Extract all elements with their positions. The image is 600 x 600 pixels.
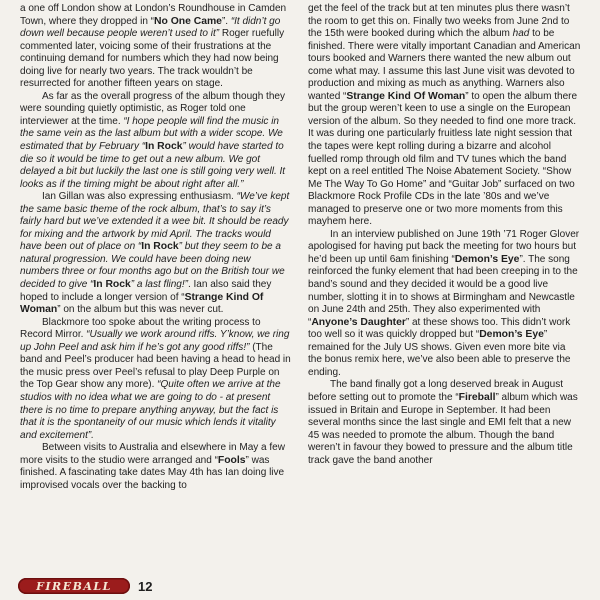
paragraph xyxy=(20,91,292,191)
text-run: ” on the album but this was never cut. xyxy=(57,304,224,316)
fireball-logo-text: FIREBALL xyxy=(36,579,112,593)
bold-title: Demon’s Eye xyxy=(479,329,544,341)
text-run: (The band and Peel’s producer had been having a head to head in the music press over Peel’s refusal to play Deep Purple on the Top Gear show any more). xyxy=(20,341,291,391)
italic-quote: “Quite often we arrive at the studios with no idea what we are going to do - at present there is no time to prepare anything anyway, but the fact is that it is the spontaneity of our music which lends it vitality and excitement”. xyxy=(20,379,281,441)
text-run: ” was finished. A fascinating take dates May 4th has Ian doing live improvised vocals over the backing to xyxy=(20,454,285,491)
bold-title: Fools xyxy=(217,454,246,466)
italic-quote: “Usually we work around riffs. Y’know, we ring up John Peel and ask him if he’s got any good riffs!” xyxy=(20,329,290,353)
bold-title: No One Came xyxy=(154,15,222,27)
text-run: As far as the overall progress of the album though they were sounding quietly optimistic, as Roger told one interviewer at the time. xyxy=(20,90,285,127)
text-run: Roger ruefully commented later, voicing some of their frustrations at the continuing demand for numbers which they had now being doing live for nearly two years. The track wouldn’t be resurrected for another fifteen years on stage. xyxy=(20,28,285,90)
bold-title: In Rock xyxy=(145,141,183,153)
text-run: ” to open the album there but the group weren’t keen to use a single on the European version of the album. So they needed to find one more track. It was during one particularly fruitless late night session that the tapes were kept rolling during a bizarre and alcohol fuelled romp through old film and TV tunes which the band kept on a reel entitled The Noise Abatement Society. “Show Me The Way To Go Home” and “Guitar Job” surfaced on two Blackmore Rock Profile CDs in the late ’80s and we’ve managed to preserve one or two more moments from this mayhem here. xyxy=(308,90,578,228)
paragraph xyxy=(20,191,292,316)
text-run: The band finally got a long deserved break in August before setting out to promote the “ xyxy=(308,379,563,403)
text-run: In an interview published on June 19th ’71 Roger Glover apologised for having put back the meeting for two hours but he’d been up until 6am finishing “ xyxy=(308,228,580,265)
text-run: ” album which was issued in Britain and Europe in September. It had been several months since the last single and EMI felt that a new 45 was needed to promote the album. Though the band weren’t in favour they bowed to pressure and the album title track gave the band another xyxy=(308,391,578,466)
paragraph xyxy=(20,442,292,492)
bold-title: Strange Kind Of Woman xyxy=(346,90,466,102)
paragraph xyxy=(308,229,582,380)
italic-quote: “We’ve kept the same basic theme of the rock album, that’s to say it’s fairly hard but we’ve extended it a wee bit. It should be ready for mixing and the artwork by mid April. The tracks would have been out of place on “ xyxy=(20,191,290,253)
text-run: ”. The song reinforced the funky element that had been creeping in to the band’s sound and they decided it would be a good live number, slotting it in to shows at Birmingham and Newcastle on June 24th and 25th. They also experimented with “ xyxy=(308,253,578,328)
text-run: ” remained for the July US shows. Given even more bite via the bonus remix here, we’ve also been able to preserve the ending. xyxy=(308,329,571,378)
fireball-logo xyxy=(18,578,130,594)
bold-title: In Rock xyxy=(93,279,131,291)
text-run: to be finished. There were vitally important Canadian and American tours booked and Warners there wanted the new album out come what may. I assume this last June visit was devoted to production and mixing as much as anything. Warners also wanted “ xyxy=(308,28,581,102)
paragraph xyxy=(308,379,582,467)
text-run: Between visits to Australia and elsewhere in May a few more visits to the studio were arranged and “ xyxy=(20,442,285,466)
italic-quote: “I hope people will find the music in the same vein as the last album but with a wider scope. We estimated that by February “ xyxy=(20,115,283,153)
text-run: ”. xyxy=(221,15,231,27)
text-run: ” at these shows too. This didn’t work too well so it was quickly dropped but “ xyxy=(308,316,571,341)
bold-title: Demon’s Eye xyxy=(454,253,520,265)
paragraph xyxy=(20,3,292,91)
right-text-column xyxy=(308,3,582,591)
text-run: Ian Gillan was also expressing enthusiasm. xyxy=(42,191,237,203)
bold-title: In Rock xyxy=(141,241,179,253)
bold-title: Fireball xyxy=(458,391,496,403)
text-run: . Ian also said they hoped to include a longer version of “ xyxy=(20,279,272,303)
italic-quote: had xyxy=(512,28,530,40)
paragraph xyxy=(20,317,292,442)
page-number: 12 xyxy=(138,578,153,594)
text-run: get the feel of the track but at ten minutes plus there wasn’t the room to get this on. Finally two weeks from June 2nd to the 15th were booked during which the album xyxy=(308,3,570,40)
bold-title: Strange Kind Of Woman xyxy=(20,291,264,316)
page-footer xyxy=(18,576,152,596)
italic-quote: ” a last fling!” xyxy=(130,279,188,291)
text-run: a one off London show at London’s Roundhouse in Camden Town, where they dropped in “ xyxy=(20,3,287,27)
text-run: Blackmore too spoke about the writing process to Record Mirror. xyxy=(20,316,261,341)
paragraph xyxy=(308,3,582,229)
italic-quote: “It didn’t go down well because people weren’t used to it” xyxy=(20,15,281,40)
italic-quote: ” would have started to die so it would be time to get out a new album. We got delayed a bit but luckily the last one is still going very well. It looks as if the timing might be about right after all.” xyxy=(20,141,286,190)
italic-quote: ” but they seem to be a natural progression. We could have been doing new numbers three or four months ago but on the British tour we decided to give “ xyxy=(20,241,285,291)
bold-title: Anyone’s Daughter xyxy=(311,316,406,328)
left-text-column xyxy=(20,3,292,571)
